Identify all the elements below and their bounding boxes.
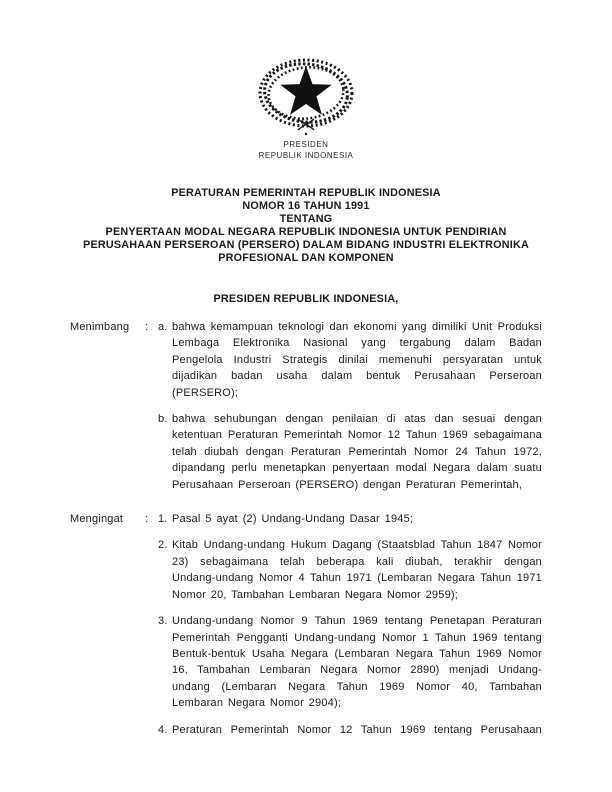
doc-title-line-2: NOMOR 16 TAHUN 1991 (242, 200, 370, 212)
mengingat-label: Mengingat (70, 513, 124, 526)
seal-header (70, 57, 542, 161)
menimbang-items (158, 319, 542, 493)
document-title (70, 187, 542, 265)
item-marker: a. (158, 321, 168, 333)
mengingat-colon: : (145, 513, 149, 526)
doc-title-line-5: PERUSAHAAN PERSEROAN (PERSERO) DALAM BIDANG INDUSTRI ELEKTRONIKA (83, 239, 529, 251)
presiden-label: PRESIDEN (283, 140, 329, 149)
item-text: Pasal 5 ayat (2) Undang-Undang Dasar 1945; (172, 513, 414, 526)
item-marker: b. (158, 413, 168, 426)
menimbang-colon: : (145, 321, 149, 333)
item-marker: 1. (158, 513, 168, 526)
item-text: bahwa sehubungan dengan penilaian di atas dan sesuai dengan ketentuan Peraturan Pemerintah Nomor 12 Tahun 1969 sebagaimana telah diubah dengan Peraturan Pemerintah Nomor 24 Tahun 1972, dipandang perlu menetapkan penyertaan modal Negara dalam suatu Perusahaan Perseroan (PERSERO) dengan Peraturan Pemerintah, (172, 413, 542, 491)
list-item (158, 511, 542, 527)
list-item (158, 411, 542, 493)
doc-title-line-1: PERATURAN PEMERINTAH REPUBLIK INDONESIA (171, 187, 441, 199)
star-icon (280, 66, 331, 115)
republik-indonesia-label: REPUBLIK INDONESIA (258, 151, 354, 160)
doc-title-line-4: PENYERTAAN MODAL NEGARA REPUBLIK INDONESIA UNTUK PENDIRIAN (105, 226, 507, 238)
menimbang-label: Menimbang (70, 321, 130, 333)
list-item (158, 319, 542, 401)
item-text: Undang-undang Nomor 9 Tahun 1969 tentang Penetapan Peraturan Pemerintah Pengganti Undang-undang Nomor 1 Tahun 1969 tentang Bentuk-bentuk Usaha Negara (Lembaran Negara Tahun 1969 Nomor 16, Tambahan Lembaran Negara Nomor 2890) menjadi Undang-undang (Lembaran Negara Tahun 1969 Nomor 40, Tambahan Lembaran Negara Nomor 2904); (172, 615, 542, 710)
item-text: Peraturan Pemerintah Nomor 12 Tahun 1969 tentang Perusahaan (172, 723, 542, 736)
item-marker: 2. (158, 539, 168, 552)
doc-title-line-6: PROFESIONAL DAN KOMPONEN (218, 252, 394, 264)
mengingat-section (70, 511, 542, 738)
item-text: Kitab Undang-undang Hukum Dagang (Staatsblad Tahun 1847 Nomor 23) sebagaimana telah beberapa kali diubah, terakhir dengan Undang-undang Nomor 4 Tahun 1971 (Lembaran Negara Tahun 1971 Nomor 20, Tambahan Lembaran Negara Nomor 2959); (172, 539, 542, 601)
item-marker: 4. (158, 723, 168, 736)
list-item (158, 722, 542, 738)
list-item (158, 537, 542, 603)
list-item (158, 613, 542, 711)
item-text: bahwa kemampuan teknologi dan ekonomi yang dimiliki Unit Produksi Lembaga Elektronika Nasional yang tergabung dalam Badan Pengelola Industri Strategis dinilai memenuhi persyaratan untuk dijadikan badan usaha dalam bentuk Perusahaan Perseroan (PERSERO); (172, 321, 542, 399)
presidential-seal-icon (256, 57, 356, 139)
menimbang-section (70, 319, 542, 493)
doc-title-line-3: TENTANG (279, 213, 333, 225)
item-marker: 3. (158, 615, 168, 628)
mengingat-items (158, 511, 542, 738)
salutation: PRESIDEN REPUBLIK INDONESIA, (213, 293, 399, 305)
